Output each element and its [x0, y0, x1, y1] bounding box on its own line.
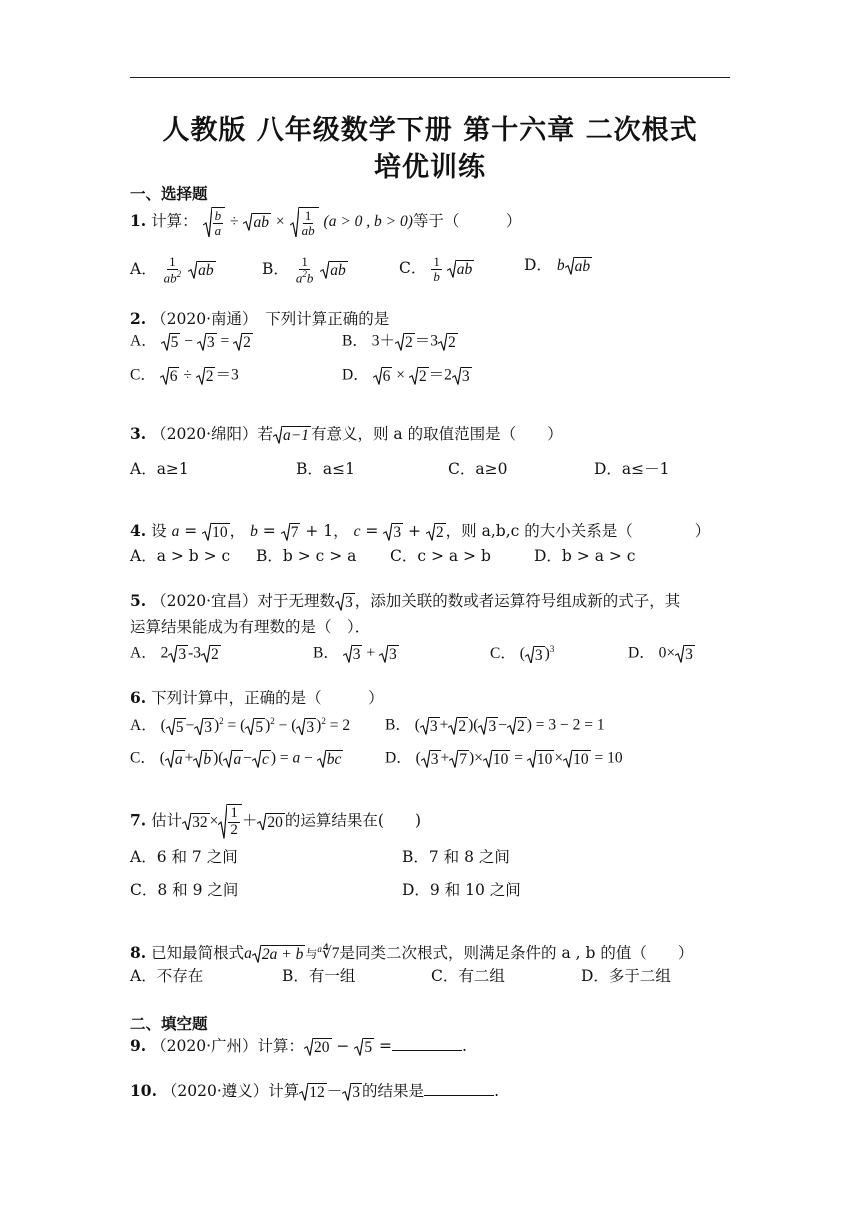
- section-fill: 二、填空题: [130, 1014, 208, 1033]
- answer-blank[interactable]: [392, 1036, 462, 1051]
- option-a[interactable]: A． 2 3 -3 2: [130, 644, 219, 663]
- question-number: 1.: [130, 211, 147, 231]
- formula: $\frac{b}{a}$: [203, 207, 226, 237]
- question-suffix: 等于（ ）: [412, 212, 522, 231]
- question-8: 8. 已知最简根式a 2a + b 与$^a$∜7是同类二次根式，则满足条件的 a , b 的值（ ）: [130, 943, 694, 964]
- option-b[interactable]: B． 3 + 3: [313, 644, 397, 663]
- question-4: 4. 设 a = 10 ， b = 7 + 1， c = 3 + 2 ，则 a,b,c 的大小关系是（ ）: [130, 521, 711, 542]
- option-d[interactable]: D． ( 3 + 7 )× 10 = 10 × 10 = 10: [385, 749, 623, 768]
- option-b[interactable]: B．7 和 8 之间: [402, 848, 510, 866]
- question-text: （2020·绵阳）若: [151, 425, 273, 443]
- question-text: 计算：: [151, 212, 198, 231]
- document-subtitle: 培优训练: [374, 152, 486, 183]
- option-b[interactable]: B．a≤1: [296, 460, 355, 478]
- option-d[interactable]: D．b > a > c: [534, 547, 636, 565]
- option-c[interactable]: C．c > a > b: [390, 547, 491, 565]
- option-a[interactable]: A． 5 − 3 = 2: [130, 332, 251, 351]
- option-c[interactable]: C． $\frac{1}{b}$ ab: [399, 254, 473, 284]
- question-9: 9. （2020·广州）计算： 20 − 5 = .: [130, 1036, 467, 1057]
- question-text: （2020·广州）计算：: [151, 1037, 304, 1055]
- option-a[interactable]: A．a > b > c: [130, 547, 231, 565]
- option-b[interactable]: B． $\frac{1}{a^2b}$ ab: [262, 254, 346, 285]
- document-title: 人教版 八年级数学下册 第十六章 二次根式: [162, 115, 698, 146]
- question-5: 5. （2020·宜昌）对于无理数 3 ，添加关联的数或者运算符号组成新的式子，其: [130, 591, 681, 612]
- option-c[interactable]: C． ( 3 )$^3$: [490, 644, 555, 664]
- answer-blank[interactable]: [424, 1081, 494, 1096]
- question-text: 下列计算中，正确的是（ ）: [151, 689, 384, 707]
- option-c[interactable]: C．有二组: [431, 967, 505, 985]
- option-a[interactable]: A． $\frac{1}{ab^2}$ ab: [130, 254, 214, 285]
- question-2: 2. （2020·南通） 下列计算正确的是: [130, 309, 390, 328]
- question-text: （2020·宜昌）对于无理数: [151, 592, 335, 610]
- option-d[interactable]: D．a≤－1: [594, 460, 670, 478]
- option-d[interactable]: D． b ab: [524, 255, 591, 275]
- option-d[interactable]: D．9 和 10 之间: [402, 881, 521, 899]
- question-1: 1. 计算： $\frac{b}{a}$ ÷ ab × $\frac{1}{ab}$ (a > 0 , b > 0)等于（ ）: [130, 208, 522, 238]
- header-rule: [130, 77, 730, 78]
- option-c[interactable]: C． ( a + b )( a − c ) = a − bc: [130, 749, 342, 768]
- section-choice: 一、选择题: [130, 184, 208, 203]
- question-text: （2020·南通） 下列计算正确的是: [151, 310, 390, 328]
- question-text: 估计: [151, 811, 183, 830]
- option-a[interactable]: A．a≥1: [130, 460, 189, 478]
- question-text: 设: [151, 522, 167, 540]
- option-a[interactable]: A．不存在: [130, 967, 204, 985]
- option-c[interactable]: C．8 和 9 之间: [130, 881, 239, 899]
- question-6: 6. 下列计算中，正确的是（ ）: [130, 688, 384, 707]
- option-b[interactable]: B．b > c > a: [256, 547, 357, 565]
- question-7: 7. 估计 32 × $\frac{1}{2}$ ＋ 20 的运算结果在( ): [130, 805, 422, 838]
- option-b[interactable]: B． ( 3 + 2 )( 3 − 2 ) = 3 − 2 = 1: [385, 716, 605, 735]
- option-c[interactable]: C．a≥0: [448, 460, 508, 478]
- question-text: 已知最简根式: [151, 944, 245, 963]
- question-10: 10. （2020·遵义）计算 12 － 3 的结果是 .: [130, 1081, 499, 1102]
- option-b[interactable]: B．有一组: [282, 967, 356, 985]
- option-d[interactable]: D． 6 × 2 ＝2 3: [342, 366, 470, 385]
- option-b[interactable]: B． 3＋ 2 ＝3 2: [342, 332, 456, 351]
- question-text: （2020·遵义）计算: [161, 1082, 300, 1100]
- option-d[interactable]: D．多于二组: [581, 967, 671, 985]
- question-5-line-2: 运算结果能成为有理数的是（ ）．: [130, 618, 371, 636]
- option-c[interactable]: C． 6 ÷ 2 ＝3: [130, 366, 239, 385]
- option-d[interactable]: D． 0× 3: [628, 644, 693, 663]
- option-a[interactable]: A． ( 5 − 3 )$^2$ = ( 5 )$^2$ − ( 3 )$^2$ = 2: [130, 716, 351, 736]
- question-3: 3. （2020·绵阳）若 a−1 有意义，则 a 的取值范围是（ ）: [130, 424, 563, 445]
- option-a[interactable]: A．6 和 7 之间: [130, 848, 238, 866]
- condition: (a > 0 , b > 0): [323, 213, 413, 231]
